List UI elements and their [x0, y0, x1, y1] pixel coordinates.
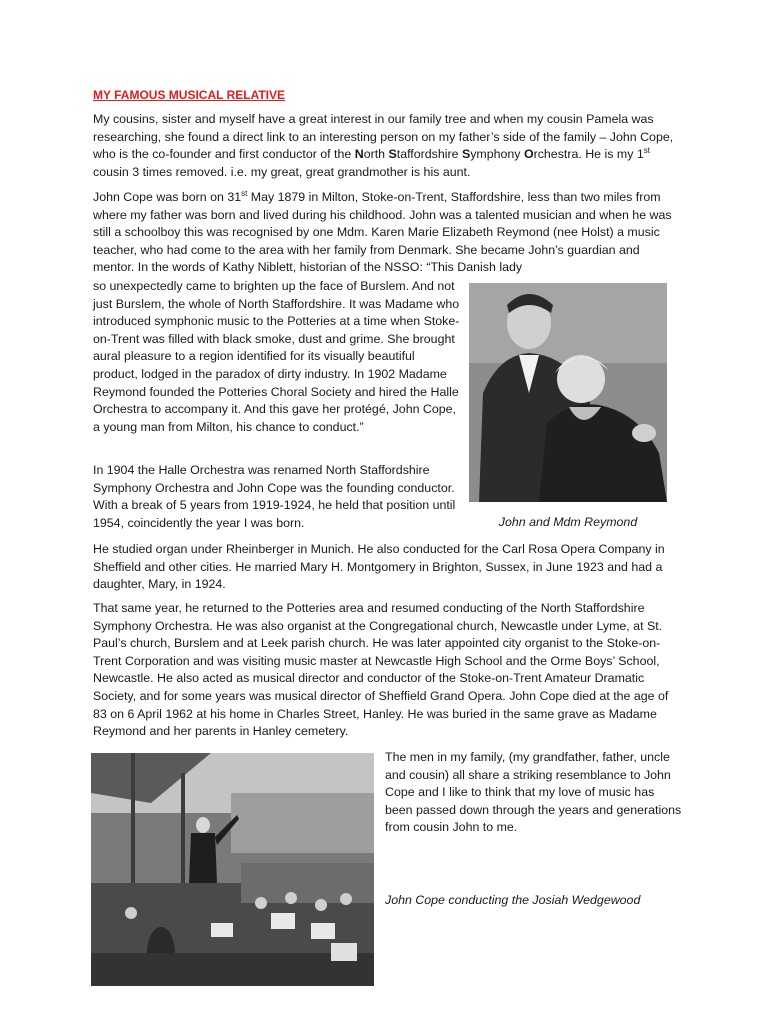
paragraph-quote: so unexpectedly came to brighten up the face of Burslem. And not just Burslem, the whole of North Staffordshire. It was Madame who introduced symphonic music to the Potteries at a time when Stoke-on-Trent was filled with black smoke, dust and grime. She brought aural pleasure to a region identified for its visually beautiful product, lodged in the paradox of dirty industry. In 1902 Madame Reymond founded the Potteries Choral Society and hired the Halle Orchestra to accompany it. And this gave her protégé, John Cope, a young man from Milton, his chance to conduct.”	[93, 279, 460, 434]
paragraph-intro	[93, 111, 681, 181]
intro-text-orth: orth	[363, 147, 389, 162]
birth-text-end: May 1879 in Milton, Stoke-on-Trent, Staffordshire, less than two miles from where my father was born and lived during his childhood. John was a talented musician and when he was still a schoolboy this was recognised by one Mdm. Karen Marie Elizabeth Reymond (nee Holst) a music teacher, who had come to the area with her family from Denmark. She became John’s guardian and mentor. In the words of Kathy Niblett, historian of the NSSO: “This Danish lady	[93, 190, 672, 275]
birth-text: John Cope was born on 31	[93, 190, 242, 204]
paragraph-orchestra: In 1904 the Halle Orchestra was renamed North Staffordshire Symphony Orchestra and John Cope was the founding conductor. With a break of 5 years from 1919-1924, he held that position until 1954, coincidently the year I was born.	[93, 463, 456, 530]
intro-text-rch: rchestra. He is my 1	[533, 147, 644, 162]
caption-john-cope-conducting: John Cope conducting the Josiah Wedgewood	[385, 893, 641, 907]
paragraph-birth	[93, 189, 681, 277]
intro-text: My cousins, sister and myself have a great interest in our family tree and when my cousin Pamela was researching, she found a direct link to an interesting person on my father’s side of the family – John Cope, who is the co-founder and first conductor of the	[93, 112, 674, 162]
paragraph-studies: He studied organ under Rheinberger in Munich. He also conducted for the Carl Rosa Opera Company in Sheffield and other cities. He married Mary H. Montgomery in Brighton, Sussex, in June 1923 and had a daughter, Mary, in 1924.	[93, 542, 665, 592]
bold-letter-s: S	[388, 147, 397, 162]
photo-john-cope-conducting	[91, 753, 374, 986]
document-title: MY FAMOUS MUSICAL RELATIVE	[93, 88, 286, 102]
bold-letter-s-2: S	[461, 147, 471, 162]
superscript-st-2: st	[241, 188, 248, 198]
superscript-st: st	[643, 146, 650, 156]
photo-john-and-mdm-reymond	[469, 283, 667, 502]
bold-letter-n: N	[354, 147, 364, 162]
paragraph-career: That same year, he returned to the Potteries area and resumed conducting of the North Staffordshire Symphony Orchestra. He was also organist at the Congregational church, Newcastle under Lyme, at St. Paul’s church, Burslem and at Leek parish church. He was later appointed city organist to the Stoke-on-Trent Corporation and was visiting music master at Newcastle High School and the Orme Boys’ School, Newcastle. He also acted as musical director and conductor of the Stoke-on-Trent Amateur Dramatic Society, and for some years was musical director of Sheffield Grand Opera. John Cope died at the age of 83 on 6 April 1962 at his home in Charles Street, Hanley. He was buried in the same grave as Madame Reymond and her parents in Hanley cemetery.	[93, 601, 669, 739]
intro-text-taffs: taffordshire	[396, 147, 462, 162]
intro-text-ymph: ymphony	[470, 147, 524, 162]
intro-text-end: cousin 3 times removed. i.e. my great, great grandmother is his aunt.	[93, 164, 471, 179]
bold-letter-o: O	[523, 147, 534, 162]
caption-john-and-mdm-reymond: John and Mdm Reymond	[498, 515, 638, 529]
paragraph-family-resemblance: The men in my family, (my grandfather, father, uncle and cousin) all share a striking resemblance to John Cope and I like to think that my love of music has been passed down through the years and generations from cousin John to me.	[385, 750, 682, 835]
